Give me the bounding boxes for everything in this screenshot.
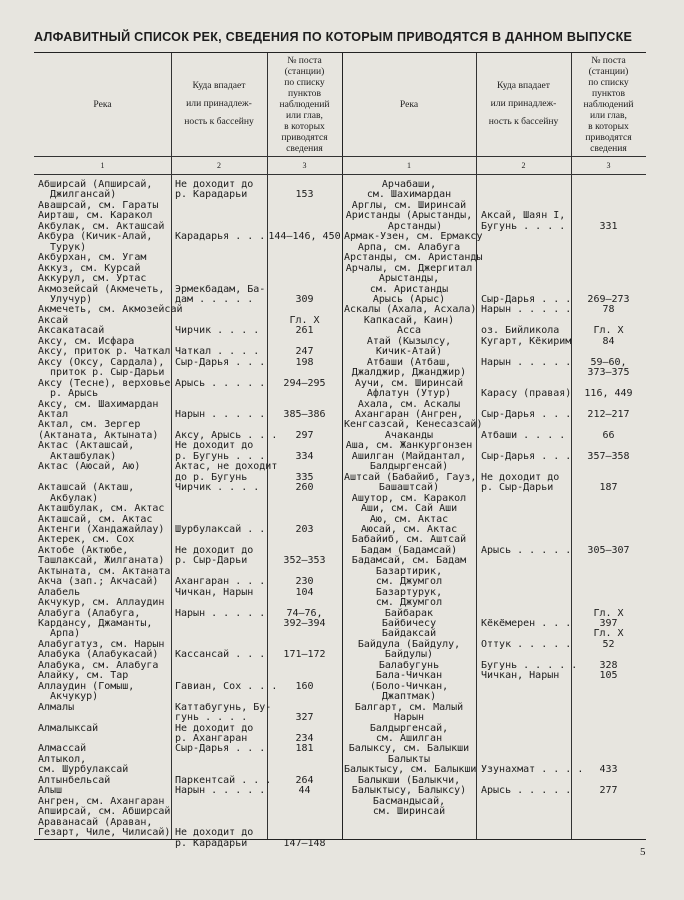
page-number: 5	[640, 846, 646, 858]
header-river: Река	[399, 98, 419, 110]
column-number: 2	[521, 160, 526, 170]
left-river-names: Абширсай (Апширсай, Джилгансай) Авашрсай, см. Гараты Аирташ, см. Каракол Акбулак, см. Акташсай Акбура (Кичик-Алай, Турук) Акбурхан, см. Угам Аккуз, см. Курсай Аккурул, см. Уртас Акмозейсай (Акмечеть, Улучур) Акмечеть, см. Акмозейсай Аксай Аксакатасай Аксу, см. Исфара Аксу, приток р. Чаткал Аксу (Оксу, Сардала), приток р. Сыр-Дарьи Аксу (Тесне), верховье р. Арысь Аксу, см. Шахимардан Актал Актал, см. Зергер (Актаната, Актыната) Актас (Акташсай, Акташбулак) Актас (Аюсай, Аю) Акташсай (Акташ, Акбулак) Акташбулак, см. Актас Акташсай, см. Актас Актенги (Хандажайлау) Актерек, см. Сох Актобе (Актюбе, Ташлаксай, Жилганата) Актыната, см. Актаната Акча (зап.; Акчасай) Алабель Акчукур, см. Аллаудин Алабуга (Алабуга, Кардансу, Джаманты, Арпа) Алабугатуз, см. Нарын Алабука (Алабукасай) Алабука, см. Алабуга Алайку, см. Тар Аллаудин (Гомыш, Акчукур) Алмалы Алмалыксай Алмассай Алтыкол, см. Шурбулаксай Алтынбельсай Алыш Ангрен, см. Ахангаран Апширсай, см. Абширсай Араванасай (Араван, Гезарт, Чиле, Чилисай)	[38, 179, 183, 839]
header-basin: Куда впадает или принадлеж- ность к бассейну	[488, 80, 559, 127]
header-river: Река	[93, 98, 112, 110]
right-basins: Аксай, Шаян I, Бугунь . . . . Сыр-Дарья . . . Нарын . . . . . оз. Бийликола Кугарт, Кёкирим Нарын . . . . . Карасу (правая) Сыр-Дарья . . . Атбаши . . . . Сыр-Дарья . . . Не доходит до р. Сыр-Дарьи Арысь . . . . . Кёкёмерен . . . Оттук . . . . . Бугунь . . . . . Чичкан, Нарын Узунахмат . . . . Арысь . . . . .	[481, 210, 584, 797]
column-number: 2	[217, 160, 221, 170]
left-basins: Не доходит до р. Карадарьи Карадарья . . . Эрмекбадам, Ба- дам . . . . . Чирчик . . . . Чаткал . . . . Сыр-Дарья . . . Арысь . . . . . Нарын . . . . . Аксу, Арысь . . . Не доходит до р. Бугунь . . . Актас, не доходит до р. Бугунь Чирчик . . . . Шурбулаксай . . Не доходит до р. Сыр-Дарьи Ахангаран . . . Чичкан, Нарын Нарын . . . . . Кассансай . . . Гавиан, Сох . . . Каттабугунь, Бу- гунь . . . . Не доходит до р. Ахангаран Сыр-Дарья . . . Паркентсай . . . Нарын . . . . . Не доходит до р. Карадарьи	[175, 179, 278, 849]
right-river-names: Арчабаши, см. Шахимардан Арглы, см. Ширинсай Аристанды (Арыстанды, Арстанды) Армак-Узен, см. Ермаксу Арпа, см. Алабуга Арстанды, см. Аристанды Арчалы, см. Джергитал Арыстанды, см. Аристанды Арысь (Арыс) Аскалы (Ахала, Асхала) Капкасай, Каин) Асса Атай (Кызылсу, Кичик-Атай) Атбаши (Атбаш, Джалджир, Джанджир) Аучи, см. Ширинсай Афлатун (Утур) Ахала, см. Аскалы Ахангаран (Ангрен, Кенгсазсай, Кенесазсай) Ачаканды Аша, см. Жанкургонзен Ашилган (Майдантал, Балдыргенсай) Аштсай (Бабайиб, Гауз, Башаштсай) Ашутор, см. Каракол Аши, см. Сай Аши Аю, см. Актас Аюсай, см. Актас Бабайиб, см. Аштсай Бадам (Бадамсай) Бадамсай, см. Бадам Базартирик, см. Джумгол Базартурук, см. Джумгол Байбарак Байбичесу Байдаксай Байдула (Байдулу, Байдулы) Балабугунь Бала-Чичкан (Боло-Чичкан, Джаптмак) Балгарт, см. Малый Нарын Балдыргенсай, см. Ашилган Балыксу, см. Балыкши Балыкты Балыктысу, см. Балыкши Балыкши (Балыкчи, Балыктысу, Балыксу) Басмандысай, см. Ширинсай	[344, 179, 483, 818]
column-number: 3	[302, 160, 307, 170]
rivers-table	[34, 52, 646, 849]
header-post: № поста (станции) по списку пунктов наблюдений или глав, в которых приводятся сведения	[583, 54, 634, 154]
column-number: 3	[606, 160, 611, 170]
header-post: № поста (станции) по списку пунктов наблюдений или глав, в которых приводятся сведения	[279, 54, 330, 154]
header-basin: Куда впадает или принадлеж- ность к бассейну	[184, 80, 254, 127]
page-title: АЛФАВИТНЫЙ СПИСОК РЕК, СВЕДЕНИЯ ПО КОТОРЫМ ПРИВОДЯТСЯ В ДАННОМ ВЫПУСКЕ	[34, 30, 633, 44]
left-post-numbers: 153 144—146, 450 309 Гл. X 261 247 198 294—295 385—386 297 334 335 260 203 352—353 230 104 74—76, 392—394 171—172 160 327 234 181 264 44 147—148	[268, 189, 341, 849]
right-post-numbers: 331 269—273 78 Гл. X 84 59—60, 373—375 116, 449 212—217 66 357—358 187 305—307 Гл. X 397 Гл. X 52 328 105 433 277	[584, 220, 633, 797]
column-number: 1	[100, 160, 105, 170]
numbers-rule	[34, 174, 646, 175]
column-number: 1	[407, 160, 411, 170]
